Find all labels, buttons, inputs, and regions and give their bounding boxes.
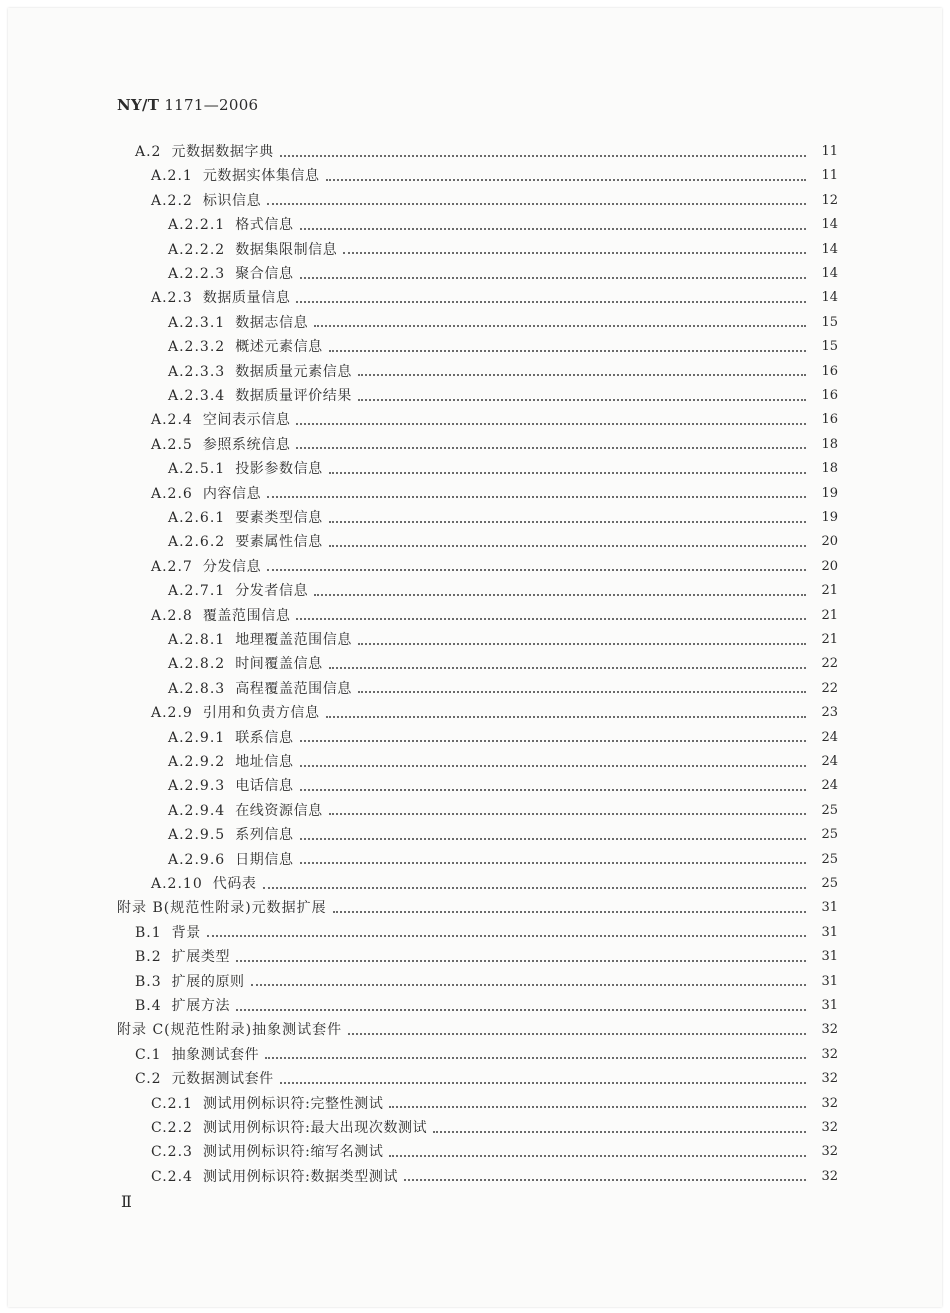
dot-leader <box>389 1154 806 1157</box>
dot-leader <box>433 1130 806 1133</box>
toc-entry-title: 数据质量元素信息 <box>235 363 352 380</box>
dot-leader <box>329 666 806 669</box>
toc-entry-page: 25 <box>821 827 838 843</box>
toc-entry-number: A.2.9.5 <box>168 827 226 844</box>
toc-entry[interactable] <box>168 262 838 286</box>
toc-entry-number: C.2.2 <box>151 1120 193 1136</box>
dot-leader <box>343 251 806 254</box>
toc-entry-title: 电话信息 <box>235 778 294 795</box>
toc-entry-number: A.2.7.1 <box>168 583 226 600</box>
toc-entry-page: 23 <box>821 705 838 721</box>
toc-entry[interactable] <box>151 604 838 628</box>
toc-entry-number: A.2.3.2 <box>168 339 226 356</box>
toc-entry[interactable] <box>168 823 838 847</box>
toc-entry-page: 32 <box>821 1071 838 1087</box>
toc-entry-title: 分发信息 <box>202 558 262 575</box>
toc-entry[interactable] <box>168 774 838 798</box>
toc-entry-page: 21 <box>821 632 838 647</box>
dot-leader <box>280 154 806 157</box>
dot-leader <box>296 422 806 425</box>
toc-entry[interactable] <box>151 482 838 506</box>
toc-entry[interactable] <box>168 579 838 603</box>
toc-entry-page: 22 <box>821 656 838 672</box>
toc-entry-number: A.2.9.3 <box>168 778 226 795</box>
toc-entry[interactable] <box>168 213 838 237</box>
toc-entry-number: A.2.9.6 <box>168 851 226 868</box>
toc-entry[interactable] <box>135 1067 838 1091</box>
toc-entry[interactable] <box>168 384 838 408</box>
toc-entry-title: 扩展类型 <box>171 949 231 966</box>
toc-entry-title: 背景 <box>171 924 201 941</box>
toc-entry-page: 19 <box>821 485 838 501</box>
toc-entry-title: 元数据实体集信息 <box>202 168 320 185</box>
toc-entry-number: A.2.8.2 <box>168 656 226 673</box>
dot-leader <box>236 1008 806 1011</box>
toc-entry[interactable] <box>151 164 838 188</box>
toc-entry-number: C.2 <box>135 1071 162 1088</box>
toc-entry-page: 31 <box>821 998 838 1013</box>
toc-entry-page: 16 <box>821 363 838 379</box>
toc-entry-title: 高程覆盖范围信息 <box>235 680 352 697</box>
toc-entry-number: A.2.2.3 <box>168 266 226 282</box>
dot-leader <box>300 861 806 864</box>
dot-leader <box>300 837 806 840</box>
toc-entry-page: 32 <box>821 1046 838 1062</box>
dot-leader <box>358 642 806 645</box>
dot-leader <box>236 959 806 962</box>
toc-entry[interactable] <box>168 311 838 335</box>
toc-entry-page: 32 <box>821 1144 838 1160</box>
toc-entry-number: A.2.9.4 <box>168 802 226 819</box>
toc-entry[interactable] <box>168 360 838 384</box>
toc-entry-title: 日期信息 <box>235 851 294 868</box>
toc-entry-title: 参照系统信息 <box>202 436 291 453</box>
dot-leader <box>333 910 806 913</box>
toc-entry-page: 24 <box>821 778 838 794</box>
toc-entry[interactable] <box>135 945 838 969</box>
toc-entry[interactable] <box>168 677 838 701</box>
dot-leader <box>358 398 806 401</box>
toc-entry-title: 投影参数信息 <box>235 461 323 478</box>
toc-entry-title: 扩展的原则 <box>171 973 245 990</box>
toc-entry-title: 数据集限制信息 <box>235 241 338 258</box>
toc-entry-title: 数据志信息 <box>235 314 309 331</box>
toc-entry-number: A.2.8.1 <box>168 632 226 648</box>
dot-leader <box>329 349 806 352</box>
toc-entry-title: 联系信息 <box>235 729 294 746</box>
toc-entry-number: A.2.7 <box>151 558 193 575</box>
toc-entry-title: 分发者信息 <box>235 583 309 600</box>
toc-entry-title: 要素类型信息 <box>235 510 323 526</box>
toc-entry[interactable] <box>168 457 838 481</box>
toc-entry[interactable] <box>151 555 838 579</box>
toc-entry-page: 32 <box>821 1095 838 1111</box>
page-number: Ⅱ <box>121 1192 132 1211</box>
toc-entry-number: A.2.9.2 <box>168 754 226 770</box>
toc-entry-title: 抽象测试套件 <box>171 1046 260 1063</box>
toc-entry-title: 地址信息 <box>235 754 294 770</box>
dot-leader <box>296 300 806 303</box>
toc-entry-title: 覆盖范围信息 <box>202 607 291 624</box>
toc-entry-page: 24 <box>821 754 838 769</box>
toc-entry-number: A.2.5.1 <box>168 461 226 478</box>
dot-leader <box>358 373 806 376</box>
toc-entry-page: 19 <box>821 510 838 525</box>
toc-entry-page: 25 <box>821 851 838 867</box>
toc-entry-page: 11 <box>821 144 838 159</box>
toc-entry-page: 16 <box>821 388 838 403</box>
toc-entry-number: C.2.4 <box>151 1168 193 1185</box>
standard-number: 1171—2006 <box>164 96 259 114</box>
toc-entry-page: 21 <box>821 583 838 599</box>
toc-entry[interactable] <box>168 652 838 676</box>
toc-entry-title: 元数据数据字典 <box>171 144 274 160</box>
dot-leader <box>296 617 806 620</box>
toc-entry-page: 11 <box>821 168 838 184</box>
toc-entry[interactable] <box>117 896 838 920</box>
toc-entry-number: A.2.10 <box>151 876 203 892</box>
toc-entry-title: 数据质量评价结果 <box>235 388 352 404</box>
dot-leader <box>267 495 806 498</box>
toc-entry[interactable] <box>151 872 838 896</box>
toc-entry-number: A.2.3.3 <box>168 363 226 380</box>
toc-entry-page: 12 <box>821 192 838 208</box>
standard-code: NY/T <box>117 96 160 114</box>
dot-leader <box>389 1105 806 1108</box>
dot-leader <box>329 544 806 547</box>
toc-entry-title: 数据质量信息 <box>202 290 291 307</box>
toc-entry-number: B.3 <box>135 973 162 990</box>
toc-entry-number: B.4 <box>135 998 162 1014</box>
toc-entry-number: C.1 <box>135 1046 162 1063</box>
toc-entry-number: A.2.3 <box>151 290 193 307</box>
toc-entry-page: 31 <box>821 924 838 940</box>
toc-entry-page: 25 <box>821 876 838 891</box>
toc-entry-number: A.2.2 <box>151 192 193 209</box>
toc-entry-title: 时间覆盖信息 <box>235 656 323 673</box>
toc-entry-title: 概述元素信息 <box>235 339 323 356</box>
dot-leader <box>207 934 806 937</box>
toc-entry-title: 元数据测试套件 <box>171 1071 274 1088</box>
dot-leader <box>326 715 806 718</box>
toc-entry-page: 32 <box>821 1168 838 1184</box>
toc-entry[interactable] <box>151 189 838 213</box>
toc-entry-title: 空间表示信息 <box>202 412 291 429</box>
toc-entry[interactable] <box>135 994 838 1018</box>
toc-entry-number: 附录 B(规范性附录)元数据扩展 <box>117 900 327 917</box>
toc-entry-page: 20 <box>821 558 838 574</box>
toc-entry[interactable] <box>168 628 838 652</box>
dot-leader <box>267 568 806 571</box>
toc-entry-title: 聚合信息 <box>235 266 294 282</box>
toc-entry-page: 24 <box>821 729 838 745</box>
toc-entry[interactable] <box>151 1140 838 1164</box>
toc-entry-number: B.1 <box>135 924 162 941</box>
dot-leader <box>329 520 806 523</box>
toc-entry-page: 22 <box>821 680 838 696</box>
toc-entry[interactable] <box>168 799 838 823</box>
toc-entry-number: C.2.3 <box>151 1144 193 1161</box>
toc-entry[interactable] <box>151 433 838 457</box>
toc-entry-number: A.2.4 <box>151 412 193 429</box>
toc-entry-title: 测试用例标识符:数据类型测试 <box>202 1168 399 1185</box>
toc-entry-number: A.2.9 <box>151 705 193 722</box>
toc-entry-page: 20 <box>821 534 838 550</box>
toc-entry-title: 系列信息 <box>235 827 294 844</box>
toc-entry-number: A.2.8 <box>151 607 193 624</box>
toc-entry-title: 要素属性信息 <box>235 534 323 551</box>
dot-leader <box>329 471 806 474</box>
dot-leader <box>300 227 806 230</box>
toc-entry-page: 32 <box>821 1022 838 1038</box>
dot-leader <box>300 788 806 791</box>
toc-entry[interactable] <box>135 1043 838 1067</box>
toc-entry[interactable] <box>168 848 838 872</box>
toc-entry-number: C.2.1 <box>151 1095 193 1112</box>
dot-leader <box>314 593 806 596</box>
toc-entry-number: B.2 <box>135 949 162 966</box>
toc-entry[interactable] <box>135 140 838 164</box>
toc-entry-number: A.2.6.2 <box>168 534 226 551</box>
toc-entry-title: 测试用例标识符:完整性测试 <box>202 1095 384 1112</box>
toc-entry-page: 16 <box>821 412 838 428</box>
dot-leader <box>251 983 806 986</box>
toc-entry-title: 测试用例标识符:最大出现次数测试 <box>202 1120 428 1136</box>
toc-entry[interactable] <box>135 921 838 945</box>
toc-entry-number: A.2.6.1 <box>168 510 226 526</box>
toc-entry[interactable] <box>168 506 838 530</box>
standard-header <box>117 96 258 114</box>
toc-entry-page: 21 <box>821 607 838 623</box>
toc-entry-page: 14 <box>821 241 838 257</box>
toc-entry-number: A.2.8.3 <box>168 680 226 697</box>
toc-entry[interactable] <box>168 726 838 750</box>
toc-entry-page: 15 <box>821 339 838 355</box>
toc-entry-page: 18 <box>821 436 838 452</box>
toc-entry[interactable] <box>168 238 838 262</box>
toc-entry-page: 31 <box>821 900 838 916</box>
toc-entry[interactable] <box>151 1165 838 1189</box>
toc-entry[interactable] <box>168 750 838 774</box>
toc-entry-number: A.2.5 <box>151 436 193 453</box>
dot-leader <box>280 1081 806 1084</box>
toc-entry-title: 扩展方法 <box>171 998 231 1014</box>
toc-entry[interactable] <box>168 530 838 554</box>
toc-entry-title: 标识信息 <box>202 192 262 209</box>
toc-entry-number: A.2.3.4 <box>168 388 226 404</box>
toc-entry-page: 31 <box>821 973 838 989</box>
dot-leader <box>314 324 806 327</box>
toc-entry[interactable] <box>168 335 838 359</box>
toc-entry-number: A.2.2.1 <box>168 217 226 234</box>
toc-entry[interactable] <box>151 408 838 432</box>
toc-entry-number: A.2.2.2 <box>168 241 226 258</box>
toc-entry-page: 32 <box>821 1120 838 1135</box>
toc-entry-page: 15 <box>821 314 838 330</box>
toc-entry-title: 测试用例标识符:缩写名测试 <box>202 1144 384 1161</box>
dot-leader <box>300 276 806 279</box>
toc-entry-number: A.2 <box>135 144 162 160</box>
dot-leader <box>404 1178 806 1181</box>
toc-entry[interactable] <box>151 286 838 310</box>
dot-leader <box>263 886 806 889</box>
toc-entry-title: 引用和负责方信息 <box>202 705 320 722</box>
toc-entry-title: 在线资源信息 <box>235 802 323 819</box>
dot-leader <box>267 202 806 205</box>
toc-entry-page: 14 <box>821 217 838 233</box>
dot-leader <box>300 764 806 767</box>
toc-entry-number: 附录 C(规范性附录)抽象测试套件 <box>117 1022 343 1039</box>
toc-entry-number: A.2.9.1 <box>168 729 226 746</box>
dot-leader <box>358 690 806 693</box>
toc-entry-number: A.2.3.1 <box>168 314 226 331</box>
dot-leader <box>348 1032 806 1035</box>
dot-leader <box>296 446 806 449</box>
toc-entry[interactable] <box>151 1116 838 1140</box>
dot-leader <box>300 739 806 742</box>
toc-entry-title: 代码表 <box>212 876 257 892</box>
toc-entry-title: 内容信息 <box>202 485 262 502</box>
toc-entry[interactable] <box>135 970 838 994</box>
toc-entry[interactable] <box>151 701 838 725</box>
toc-entry-page: 14 <box>821 290 838 306</box>
toc-entry-page: 31 <box>821 949 838 965</box>
toc-entry-page: 18 <box>821 461 838 477</box>
dot-leader <box>329 812 806 815</box>
toc-entry-number: A.2.6 <box>151 485 193 502</box>
toc-entry-number: A.2.1 <box>151 168 193 185</box>
dot-leader <box>265 1056 806 1059</box>
toc-entry-page: 25 <box>821 802 838 818</box>
toc-entry[interactable] <box>117 1018 838 1042</box>
toc-entry-title: 格式信息 <box>235 217 294 234</box>
toc-entry[interactable] <box>151 1092 838 1116</box>
toc-entry-title: 地理覆盖范围信息 <box>235 632 352 648</box>
dot-leader <box>326 178 806 181</box>
toc-entry-page: 14 <box>821 266 838 281</box>
